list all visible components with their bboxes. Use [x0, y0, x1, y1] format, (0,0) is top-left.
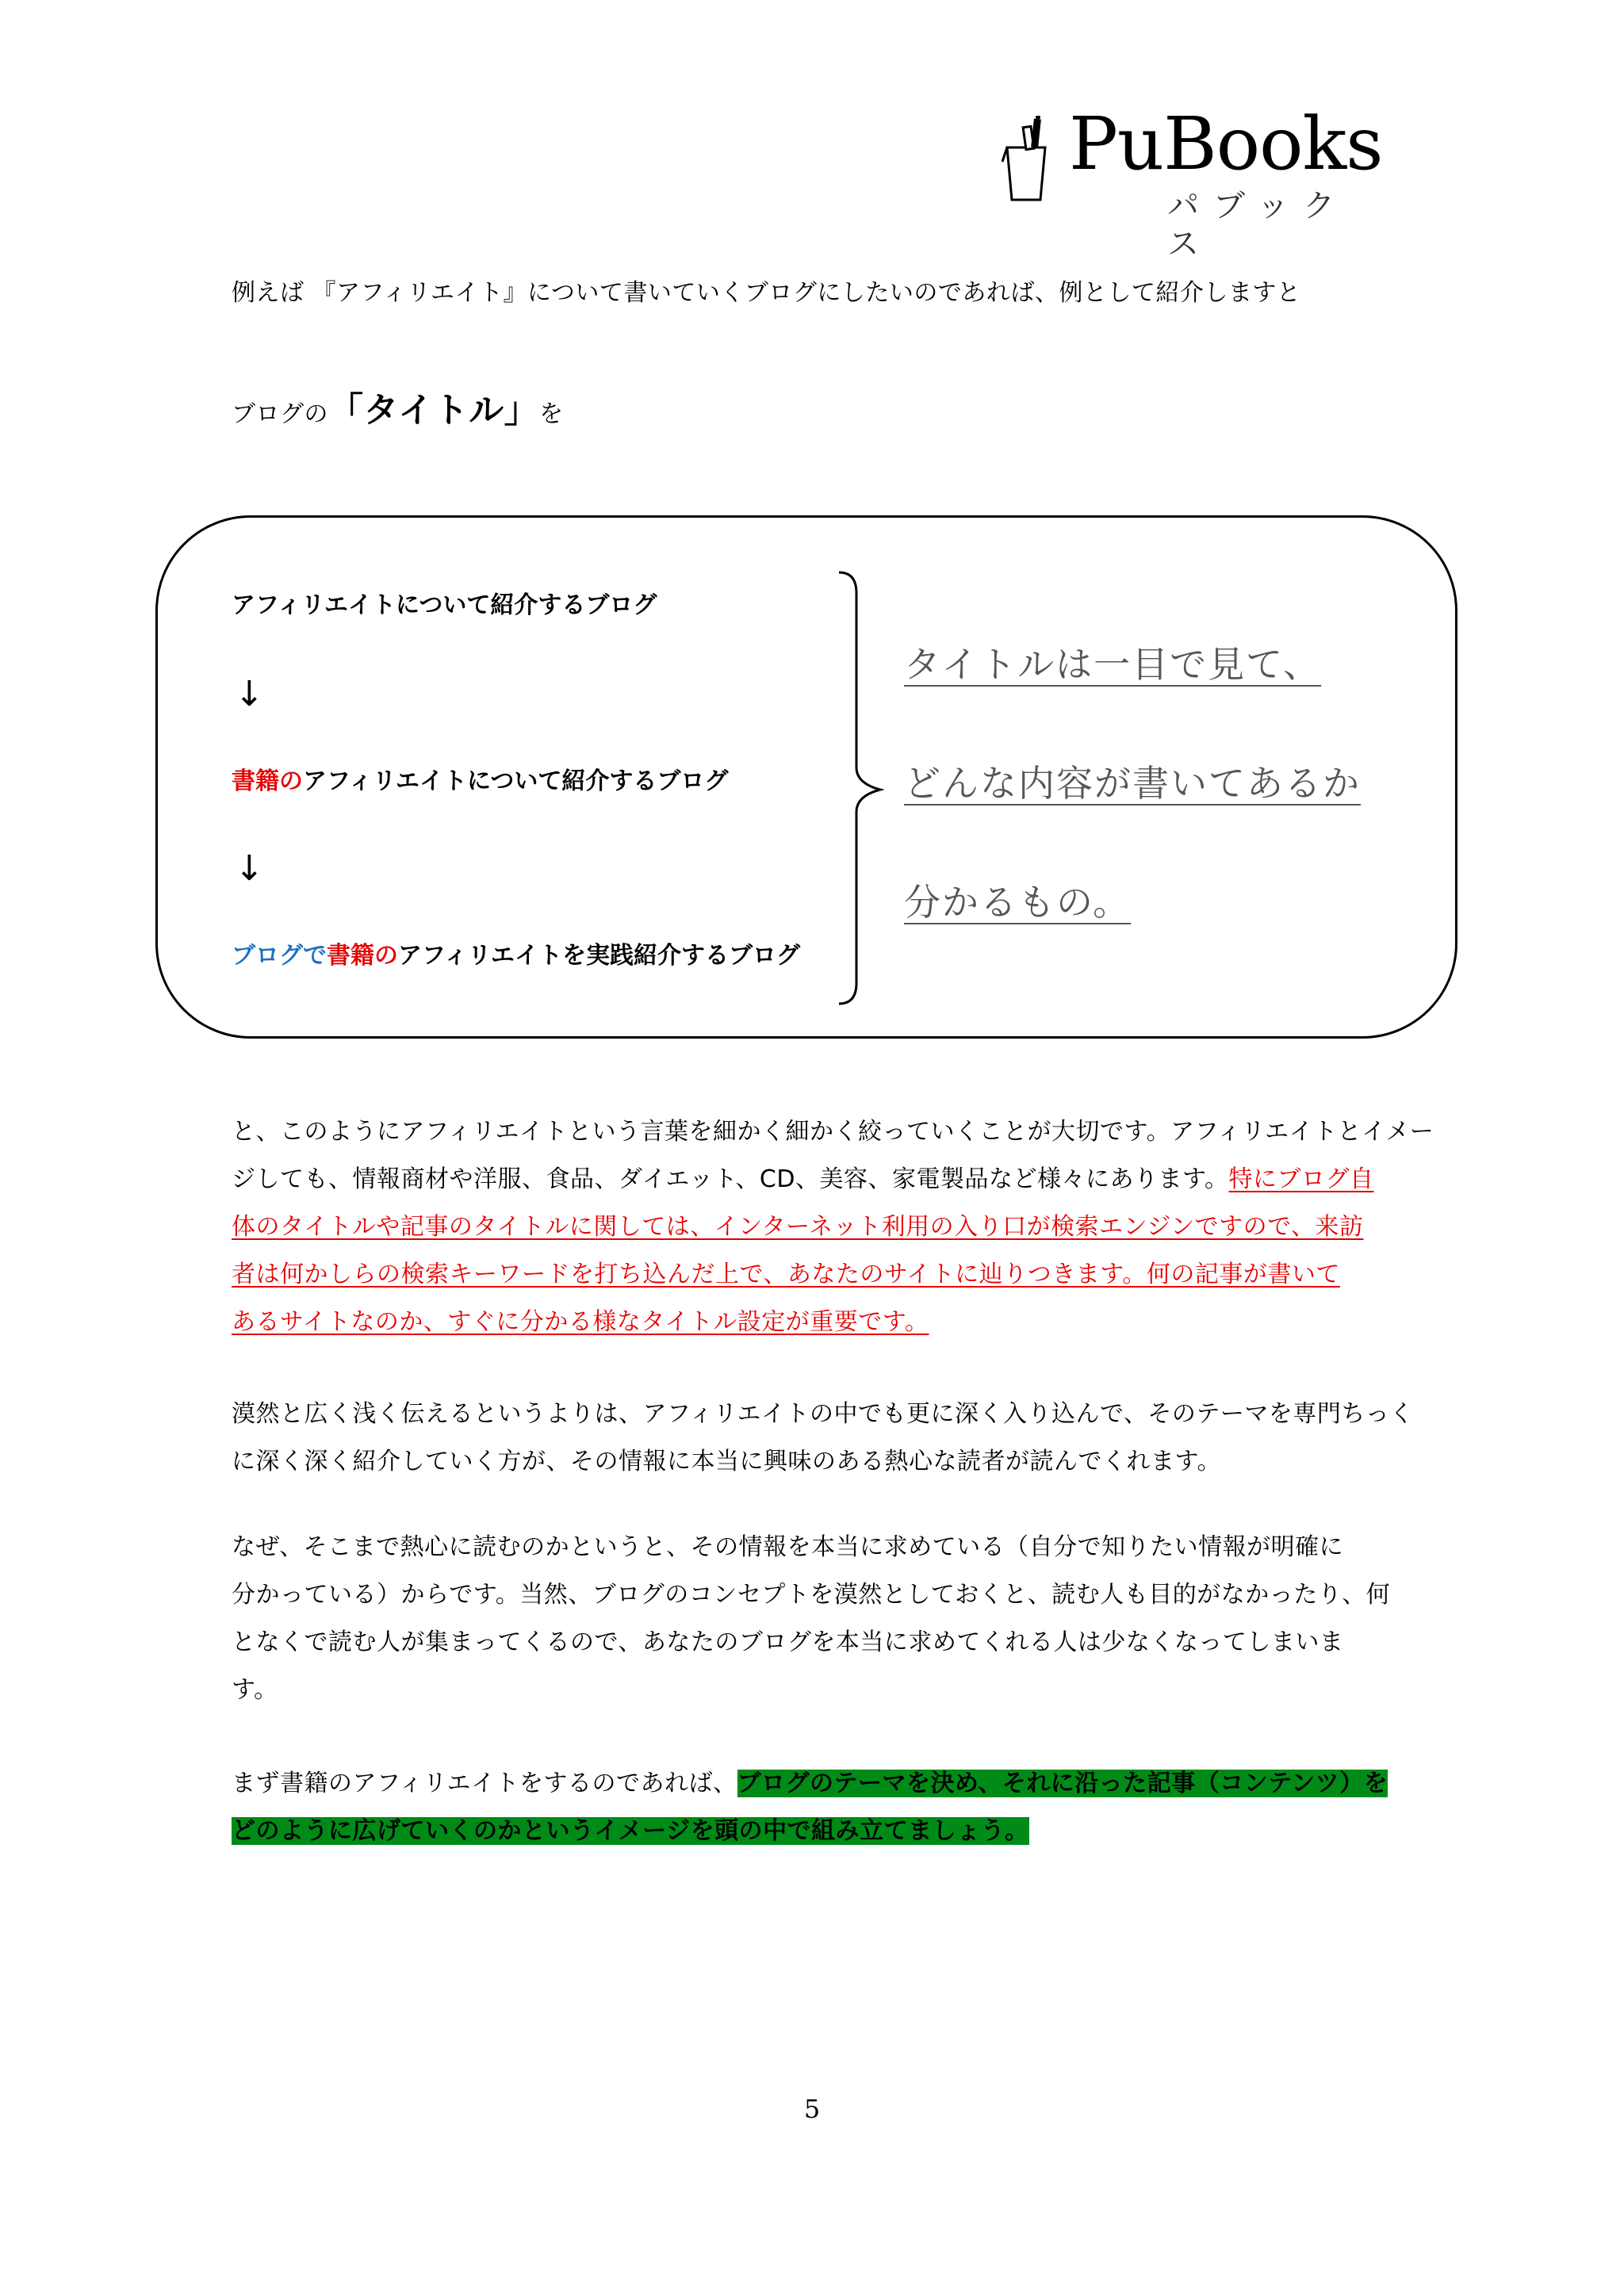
- para1-line-2-plain: ジしても、情報商材や洋服、食品、ダイエット、CD、美容、家電製品など様々にあります。: [232, 1165, 1229, 1193]
- box-item-2-highlight: 書籍の: [232, 767, 303, 795]
- para3-line-1: なぜ、そこまで熱心に読むのかというと、その情報を本当に求めている（自分で知りたい情報が明確に: [232, 1533, 1344, 1561]
- intro-prefix: ブログの: [232, 400, 328, 428]
- para1-line-1: と、このようにアフィリエイトという言葉を細かく細かく絞っていくことが大切です。アフィリエイトとイメー: [232, 1118, 1434, 1146]
- para3-line-4: す。: [232, 1676, 278, 1704]
- para3-line-3: となくで読む人が集まってくるので、あなたのブログを本当に求めてくれる人は少なくなってしまいま: [232, 1628, 1344, 1656]
- note-line-1: タイトルは一目で見て、: [904, 643, 1322, 686]
- curly-brace-icon: [833, 569, 888, 1007]
- down-arrow-icon: ↓: [235, 674, 264, 714]
- box-item-3: [232, 940, 800, 972]
- para1-line-4: 者は何かしらの検索キーワードを打ち込んだ上で、あなたのサイトに辿りつきます。何の記事が書いて: [232, 1261, 1340, 1288]
- intro-line-2: [232, 387, 564, 438]
- logo-wordmark: PuBooks: [1069, 101, 1383, 186]
- down-arrow-icon: ↓: [235, 848, 264, 889]
- note-line-3: 分かるもの。: [904, 881, 1132, 924]
- intro-suffix: を: [539, 400, 564, 428]
- para2-line-1: 漠然と広く浅く伝えるというよりは、アフィリエイトの中でも更に深く入り込んで、そのテーマを専門ちっく: [232, 1400, 1414, 1428]
- note-line-2: どんな内容が書いてあるか: [904, 762, 1361, 805]
- intro-line-1: 例えば 『アフィリエイト』について書いていくブログにしたいのであれば、例として紹介しますと: [232, 279, 1301, 307]
- book-bag-icon: [1001, 116, 1064, 203]
- box-item-3-rest: アフィリエイトを実践紹介するブログ: [398, 942, 800, 970]
- para4-highlight-1: ブログのテーマを決め、それに沿った記事（コンテンツ）を: [737, 1770, 1388, 1797]
- logo-kana: パブックス: [1167, 188, 1350, 262]
- para3-line-2: 分かっている）からです。当然、ブログのコンセプトを漠然としておくと、読む人も目的がなかったり、何: [232, 1581, 1391, 1609]
- para4-line-2: [232, 1816, 1029, 1847]
- para4-highlight-2: どのように広げていくのかというイメージを頭の中で組み立てましょう。: [232, 1817, 1029, 1845]
- pubooks-logo: [999, 101, 1383, 262]
- para1-line-5: あるサイトなのか、すぐに分かる様なタイトル設定が重要です。: [232, 1308, 929, 1336]
- para4-line-1-plain: まず書籍のアフィリエイトをするのであれば、: [232, 1770, 737, 1797]
- box-item-2: [232, 766, 728, 798]
- para1-line-3: 体のタイトルや記事のタイトルに関しては、インターネット利用の入り口が検索エンジンですので、来訪: [232, 1213, 1364, 1241]
- title-emphasis: 「タイトル」: [328, 390, 540, 430]
- para2-line-2: に深く深く紹介していく方が、その情報に本当に興味のある熱心な読者が読んでくれます。: [232, 1448, 1222, 1475]
- para1-line-2: [232, 1164, 1374, 1196]
- box-item-1: アフィリエイトについて紹介するブログ: [232, 591, 657, 619]
- para1-line-2-red: 特にブログ自: [1228, 1165, 1374, 1193]
- box-item-3-blue: ブログで: [232, 942, 327, 970]
- box-item-2-rest: アフィリエイトについて紹介するブログ: [303, 767, 729, 795]
- box-item-3-red: 書籍の: [327, 942, 398, 970]
- page-number: 5: [803, 2094, 821, 2124]
- para4-line-1: [232, 1768, 1388, 1800]
